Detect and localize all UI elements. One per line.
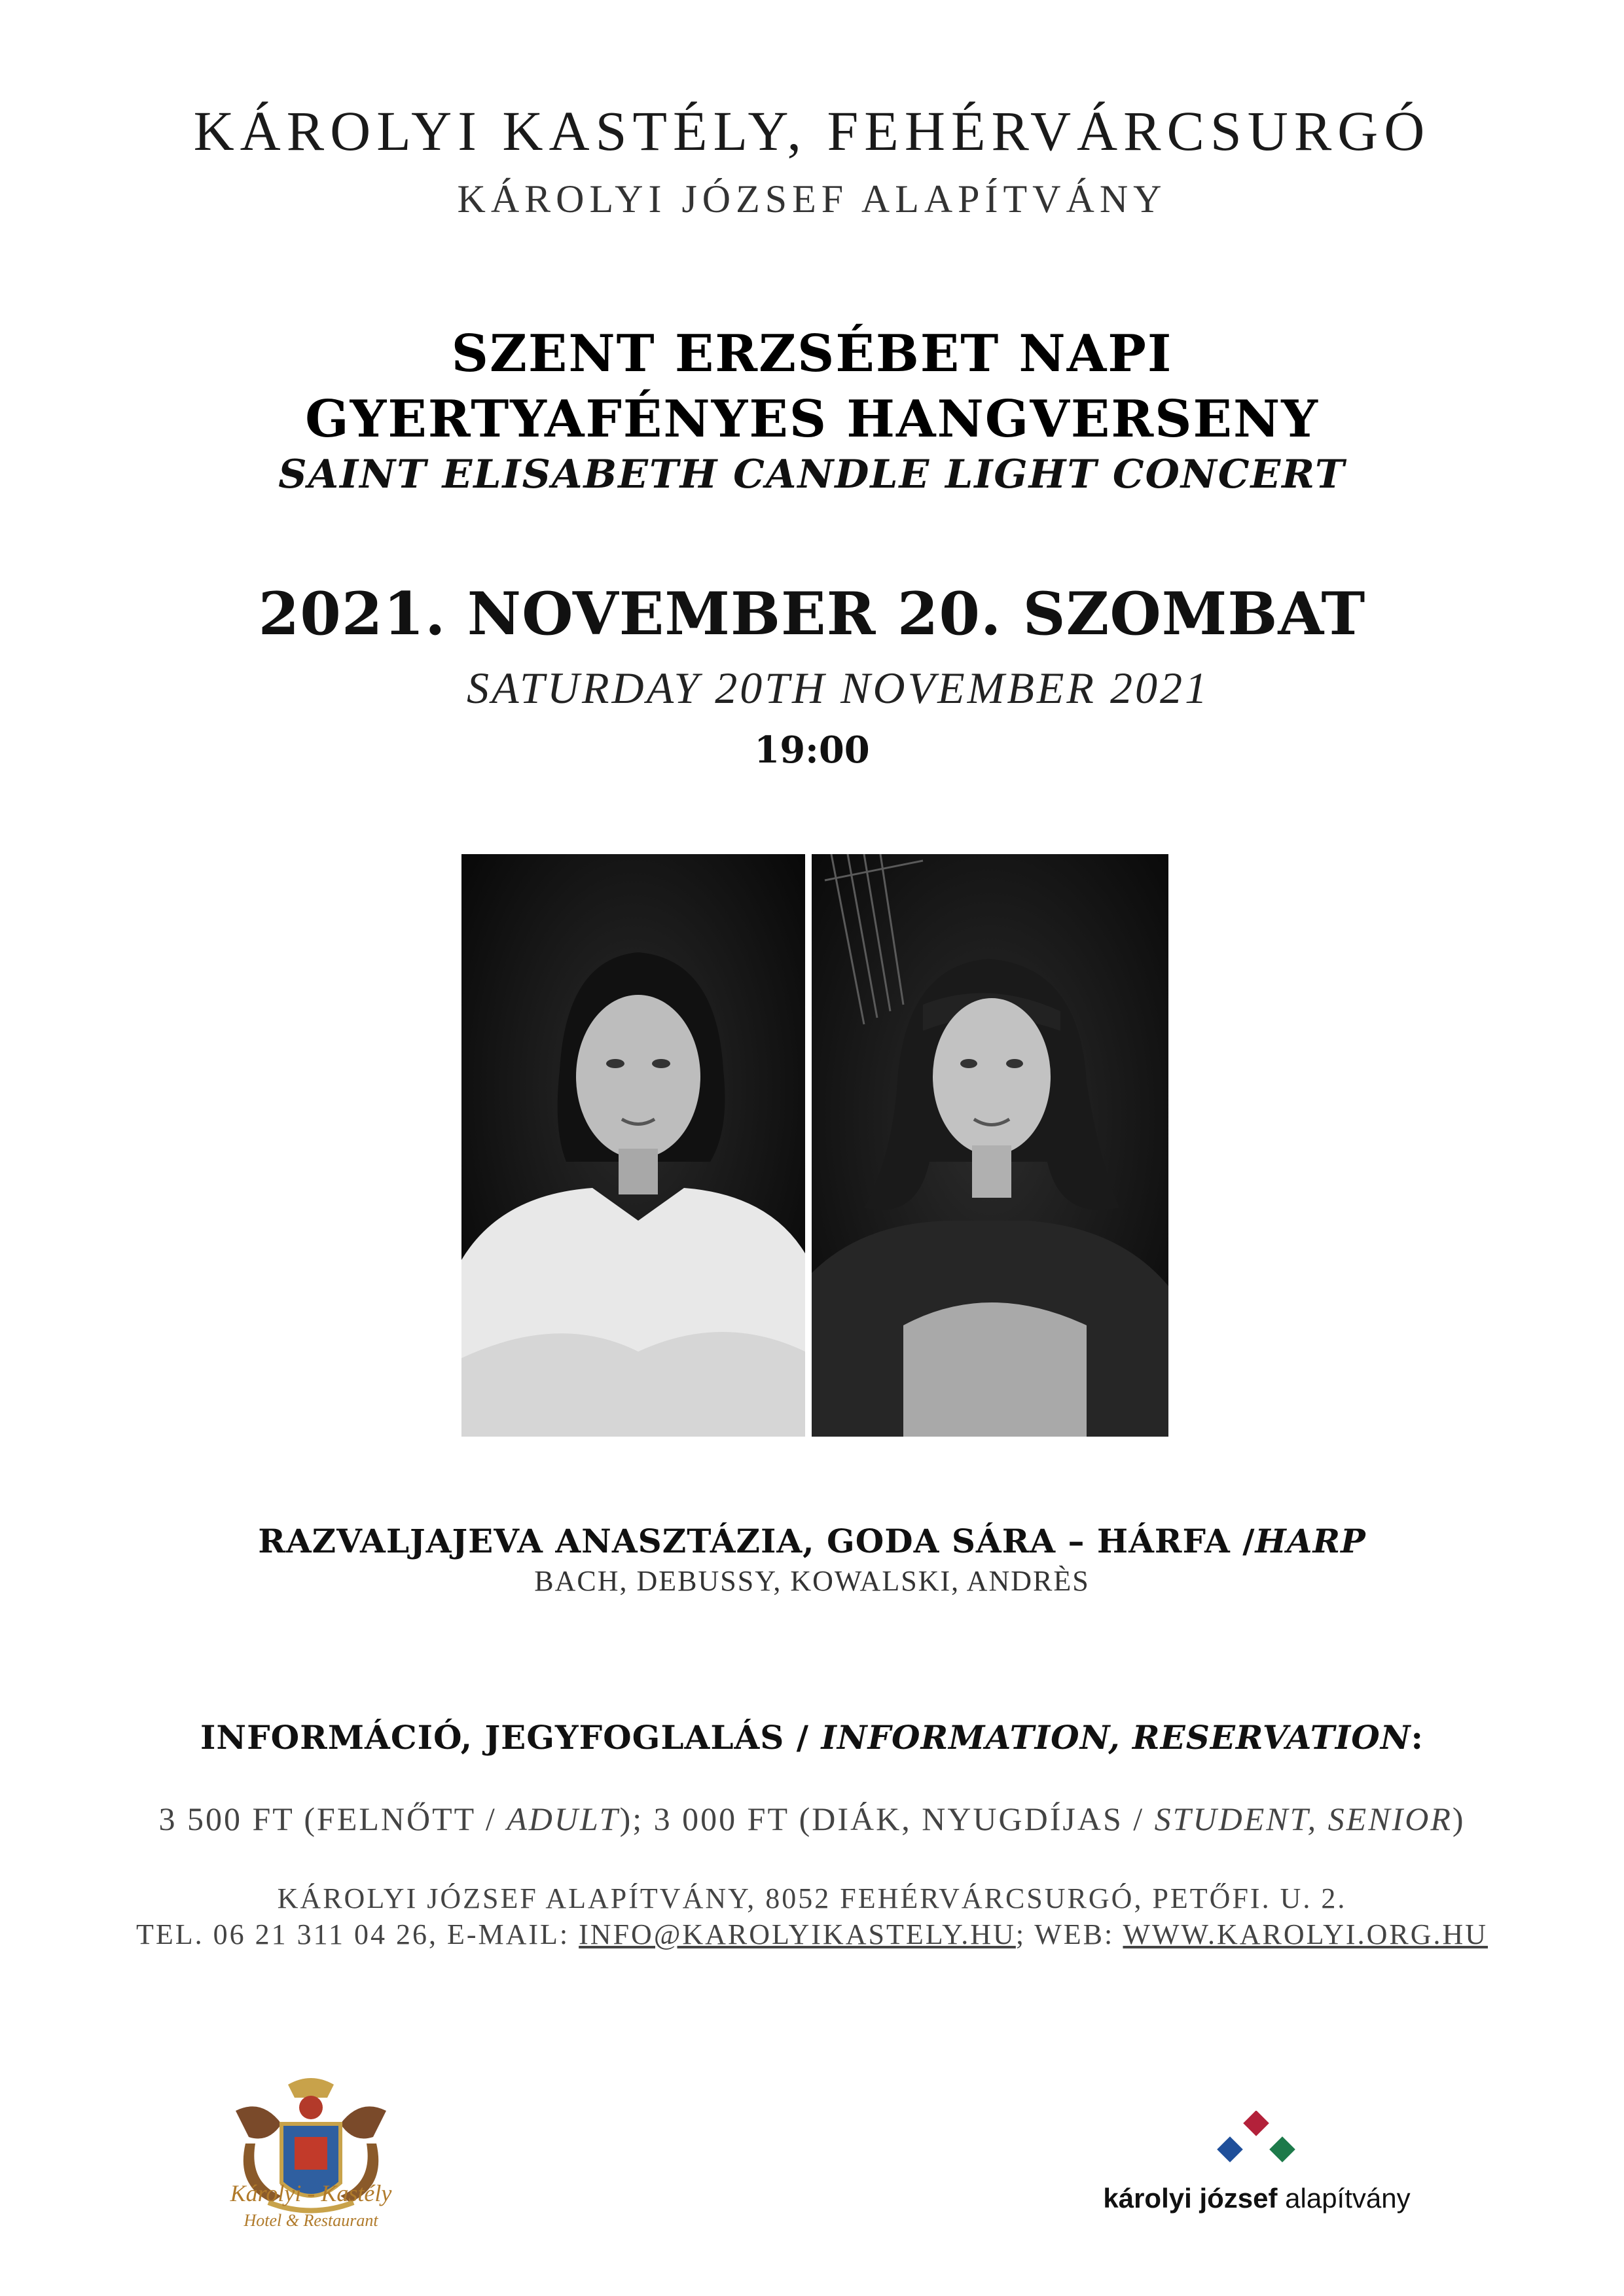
price-adult: 3 500 FT (FELNŐTT / — [158, 1801, 507, 1837]
email-link[interactable]: INFO@KAROLYIKASTELY.HU — [579, 1918, 1016, 1950]
performer-photo-right — [812, 854, 1168, 1437]
foundation-diamonds-icon — [1211, 2111, 1303, 2176]
performer-photos — [461, 854, 1168, 1437]
contact-line — [0, 1918, 1624, 1951]
castle-logo-name: Károlyi - Kastély — [230, 2180, 392, 2206]
foundation-subtitle: KÁROLYI JÓZSEF ALAPÍTVÁNY — [457, 177, 1167, 221]
price-mid: ); 3 000 FT (DIÁK, NYUGDÍJAS / — [619, 1801, 1155, 1837]
info-heading-hu: INFORMÁCIÓ, JEGYFOGLALÁS / — [200, 1718, 821, 1757]
performer-photo-left — [461, 854, 805, 1437]
price-adult-en: ADULT — [507, 1801, 620, 1837]
composers-line: BACH, DEBUSSY, KOWALSKI, ANDRÈS — [534, 1565, 1090, 1597]
event-title-hu-line2: GYERTYAFÉNYES HANGVERSENY — [305, 389, 1319, 449]
address-line: KÁROLYI JÓZSEF ALAPÍTVÁNY, 8052 FEHÉRVÁRCSURGÓ, PETŐFI. U. 2. — [277, 1882, 1347, 1914]
web-link[interactable]: WWW.KAROLYI.ORG.HU — [1123, 1918, 1489, 1950]
foundation-logo-rest: alapítvány — [1277, 2183, 1411, 2214]
foundation-logo-text — [1001, 2183, 1512, 2214]
performers-en: HARP — [1255, 1522, 1366, 1560]
foundation-logo-bold: károlyi józsef — [1103, 2183, 1278, 2214]
price-end: ) — [1452, 1801, 1466, 1837]
portrait-photo-icon — [461, 854, 805, 1437]
event-date-hu: 2021. NOVEMBER 20. SZOMBAT — [258, 579, 1366, 649]
info-heading-en: INFORMATION, RESERVATION — [821, 1718, 1411, 1757]
performers-hu: RAZVALJAJEVA ANASZTÁZIA, GODA SÁRA – HÁRFA / — [258, 1522, 1255, 1560]
event-title-hu-line1: SZENT ERZSÉBET NAPI — [451, 324, 1173, 384]
price-student-en: STUDENT, SENIOR — [1154, 1801, 1453, 1837]
venue-title: KÁROLYI KASTÉLY, FEHÉRVÁRCSURGÓ — [193, 99, 1431, 162]
ticket-prices — [0, 1800, 1624, 1838]
portrait-photo-icon — [812, 854, 1168, 1437]
contact-mid: ; WEB: — [1015, 1918, 1123, 1950]
info-heading — [0, 1718, 1624, 1757]
castle-logo-tagline: Hotel & Restaurant — [244, 2211, 378, 2230]
performers-line — [0, 1522, 1624, 1560]
contact-prefix: TEL. 06 21 311 04 26, E-MAIL: — [135, 1918, 579, 1950]
event-date-en: SATURDAY 20TH NOVEMBER 2021 — [467, 663, 1210, 713]
event-title-en: SAINT ELISABETH CANDLE LIGHT CONCERT — [278, 452, 1346, 497]
info-heading-suffix: : — [1411, 1718, 1424, 1757]
event-time: 19:00 — [754, 728, 870, 772]
